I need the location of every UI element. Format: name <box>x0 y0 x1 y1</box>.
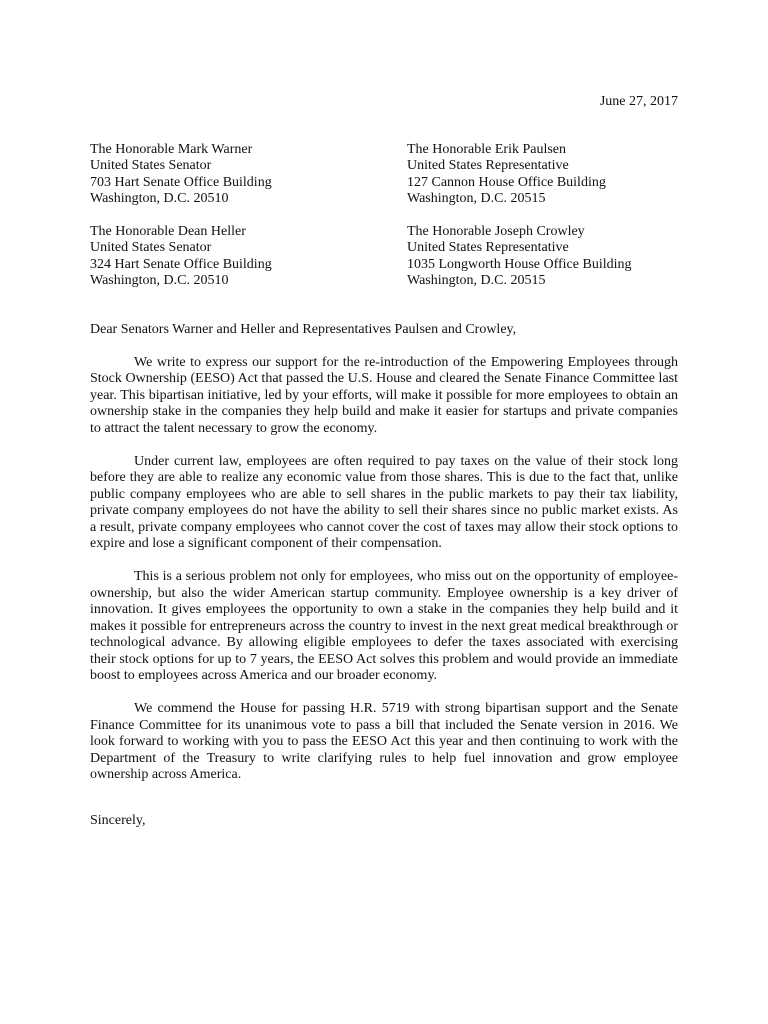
recipient-city: Washington, D.C. 20515 <box>407 191 546 207</box>
recipient-city: Washington, D.C. 20515 <box>407 273 546 289</box>
salutation: Dear Senators Warner and Heller and Representatives Paulsen and Crowley, <box>90 322 517 337</box>
recipient-address-warner <box>90 142 272 208</box>
letter-body <box>90 355 678 800</box>
body-paragraph: This is a serious problem not only for employees, who miss out on the opportunity of employee-ownership, but also the wider American startup community. Employee ownership is a key driver of innovation. It gives employees the opportunity to own a stake in the companies they help build and it makes it possible for entrepreneurs across the country to invest in the next great medical breakthrough or technological advance. By allowing eligible employees to defer the taxes associated with exercising their stock options for up to 7 years, the EESO Act solves this problem and would provide an immediate boost to employees across America and our broader economy. <box>90 569 678 683</box>
body-paragraph: We commend the House for passing H.R. 5719 with strong bipartisan support and the Senate Finance Committee for its unanimous vote to pass a bill that included the Senate version in 2016. We look forward to working with you to pass the EESO Act this year and then continuing to work with the Department of the Treasury to write clarifying rules to help fuel innovation and grow employee ownership across America. <box>90 701 678 782</box>
recipient-street: 703 Hart Senate Office Building <box>90 174 272 190</box>
recipient-address-crowley <box>407 224 632 290</box>
recipient-title: United States Representative <box>407 240 569 256</box>
recipient-name: The Honorable Joseph Crowley <box>407 224 585 239</box>
closing: Sincerely, <box>90 813 146 828</box>
recipient-street: 1035 Longworth House Office Building <box>407 256 632 272</box>
recipient-street: 324 Hart Senate Office Building <box>90 256 272 272</box>
recipient-city: Washington, D.C. 20510 <box>90 273 229 289</box>
recipient-address-paulsen <box>407 142 606 208</box>
recipient-city: Washington, D.C. 20510 <box>90 191 229 207</box>
recipient-title: United States Senator <box>90 240 212 256</box>
recipient-name: The Honorable Erik Paulsen <box>407 142 567 157</box>
recipient-address-heller <box>90 224 272 290</box>
body-paragraph: We write to express our support for the re-introduction of the Empowering Employees through Stock Ownership (EESO) Act that passed the U.S. House and cleared the Senate Finance Committee last year. This bipartisan initiative, led by your efforts, will make it possible for more employees to obtain an ownership stake in the companies they help build and make it easier for startups and private companies to attract the talent necessary to grow the economy. <box>90 355 678 436</box>
body-paragraph: Under current law, employees are often required to pay taxes on the value of their stock long before they are able to realize any economic value from those shares. This is due to the fact that, unlike public company employees who are able to sell shares in the public markets to pay their tax liability, private company employees do not have the ability to sell their shares since no public market exists. As a result, private company employees who cannot cover the cost of taxes may allow their stock options to expire and lose a significant component of their compensation. <box>90 454 678 552</box>
recipient-title: United States Senator <box>90 158 212 174</box>
letter-date: June 27, 2017 <box>599 94 678 109</box>
recipient-street: 127 Cannon House Office Building <box>407 174 606 190</box>
recipient-title: United States Representative <box>407 158 569 174</box>
recipient-name: The Honorable Dean Heller <box>90 224 246 239</box>
recipient-name: The Honorable Mark Warner <box>90 142 253 157</box>
